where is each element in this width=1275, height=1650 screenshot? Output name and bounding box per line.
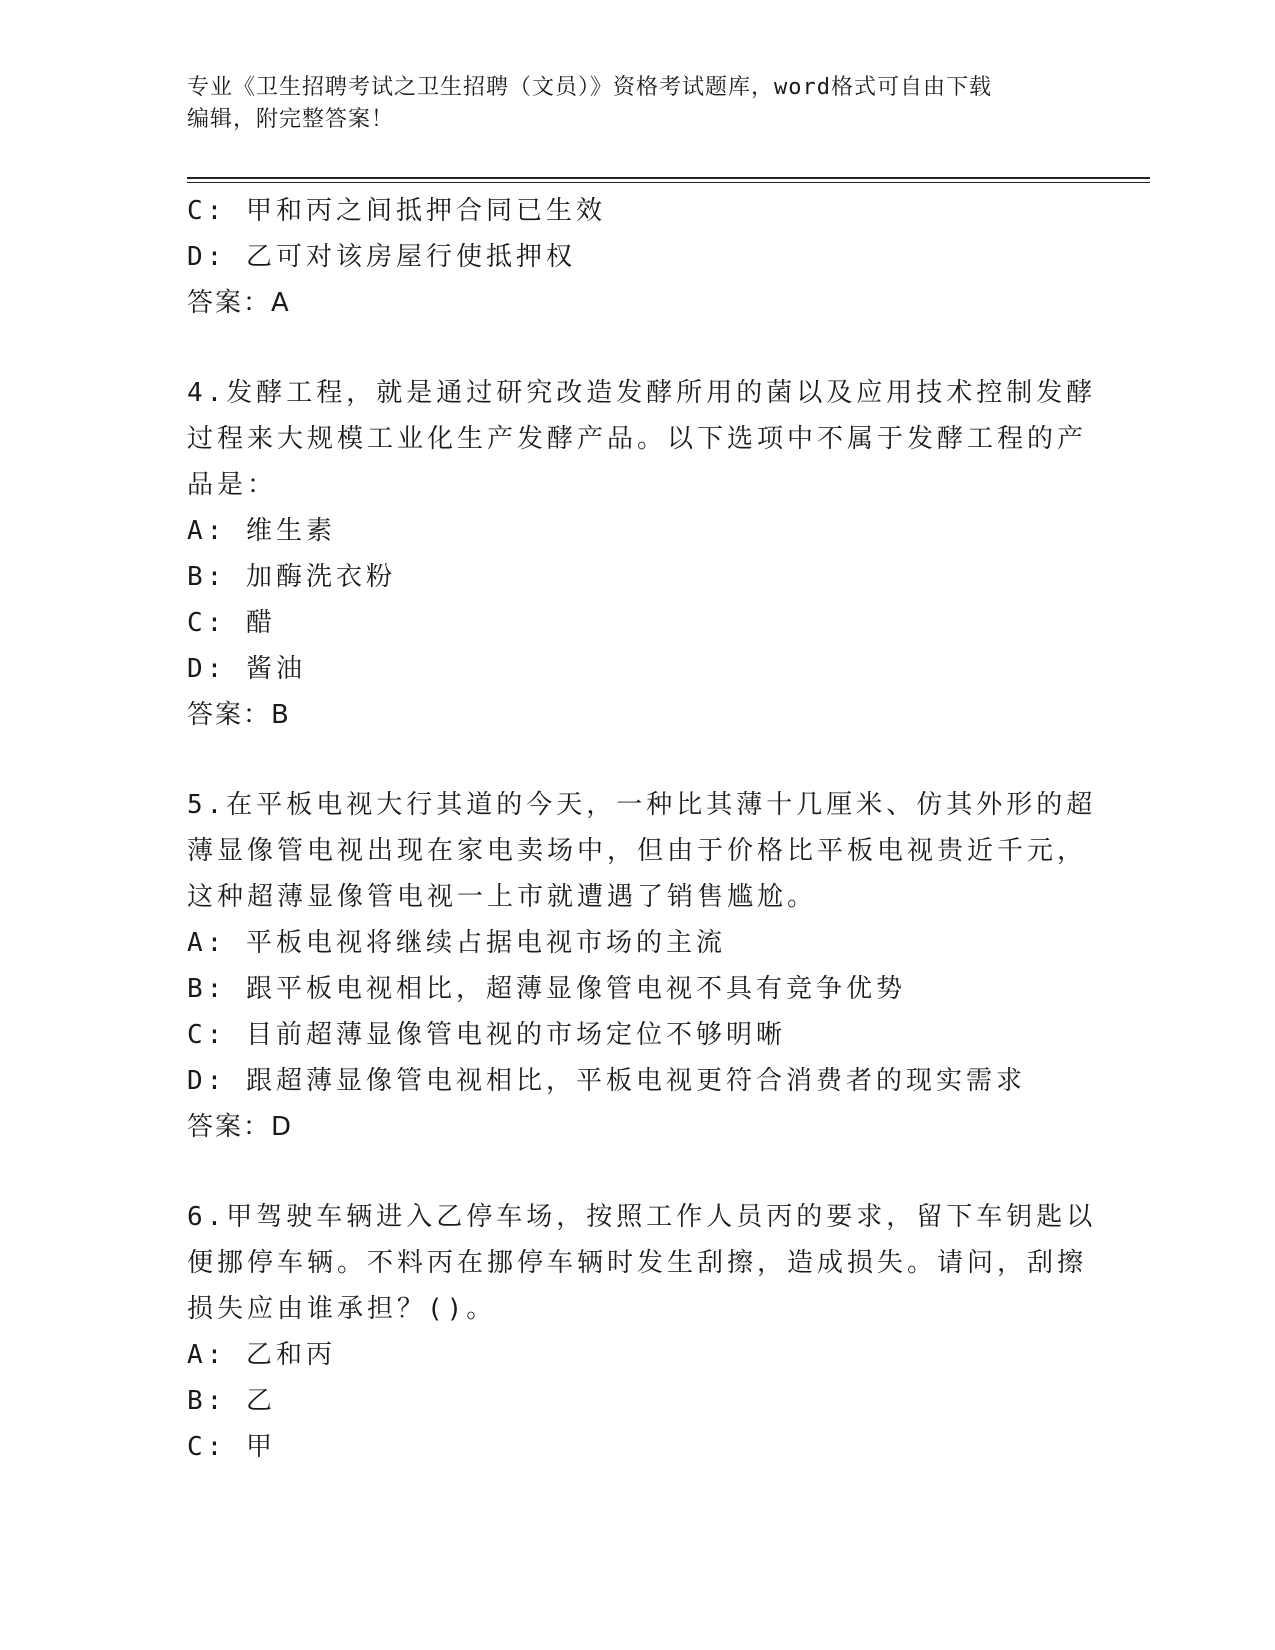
- question-3: [187, 188, 1067, 326]
- header-divider-thin: [187, 182, 1150, 183]
- option-c: C: 醋: [187, 608, 276, 638]
- answer: 答案：A: [187, 288, 291, 318]
- document-header: [187, 72, 1067, 136]
- question-stem-line: 损失应由谁承担？()。: [187, 1294, 497, 1324]
- option-a: A: 维生素: [187, 516, 336, 546]
- option-b: B: 加酶洗衣粉: [187, 562, 396, 592]
- question-stem-line: 6.甲驾驶车辆进入乙停车场，按照工作人员丙的要求，留下车钥匙以: [187, 1202, 1097, 1232]
- option-d: D: 乙可对该房屋行使抵押权: [187, 242, 576, 272]
- question-stem-line: 这种超薄显像管电视一上市就遭遇了销售尴尬。: [187, 882, 818, 912]
- option-a: A: 乙和丙: [187, 1340, 336, 1370]
- question-stem-line: 过程来大规模工业化生产发酵产品。以下选项中不属于发酵工程的产: [187, 424, 1088, 454]
- option-b: B: 跟平板电视相比，超薄显像管电视不具有竞争优势: [187, 974, 906, 1004]
- header-line-2: 编辑，附完整答案！: [187, 107, 395, 132]
- question-4: [187, 370, 1097, 738]
- answer: 答案：D: [187, 1112, 294, 1142]
- option-b: B: 乙: [187, 1386, 276, 1416]
- spacer: [187, 738, 1067, 782]
- option-a: A: 平板电视将继续占据电视市场的主流: [187, 928, 726, 958]
- option-d: D: 酱油: [187, 654, 306, 684]
- header-divider-thick: [187, 177, 1150, 179]
- question-stem-line: 4.发酵工程，就是通过研究改造发酵所用的菌以及应用技术控制发酵: [187, 378, 1097, 408]
- option-c: C: 目前超薄显像管电视的市场定位不够明晰: [187, 1020, 786, 1050]
- spacer: [187, 326, 1067, 370]
- question-6: [187, 1194, 1097, 1470]
- question-stem-line: 薄显像管电视出现在家电卖场中，但由于价格比平板电视贵近千元，: [187, 836, 1088, 866]
- option-d: D: 跟超薄显像管电视相比，平板电视更符合消费者的现实需求: [187, 1066, 1026, 1096]
- question-stem-line: 便挪停车辆。不料丙在挪停车辆时发生刮擦，造成损失。请问，刮擦: [187, 1248, 1088, 1278]
- question-stem-line: 品是：: [187, 470, 278, 500]
- option-c: C: 甲: [187, 1432, 276, 1462]
- header-line-1: 专业《卫生招聘考试之卫生招聘（文员）》资格考试题库，word格式可自由下载: [187, 75, 992, 100]
- option-c: C: 甲和丙之间抵押合同已生效: [187, 196, 606, 226]
- question-5: [187, 782, 1097, 1150]
- document-body: [187, 188, 1097, 1470]
- spacer: [187, 1150, 1067, 1194]
- answer: 答案：B: [187, 700, 291, 730]
- question-stem-line: 5.在平板电视大行其道的今天，一种比其薄十几厘米、仿其外形的超: [187, 790, 1097, 820]
